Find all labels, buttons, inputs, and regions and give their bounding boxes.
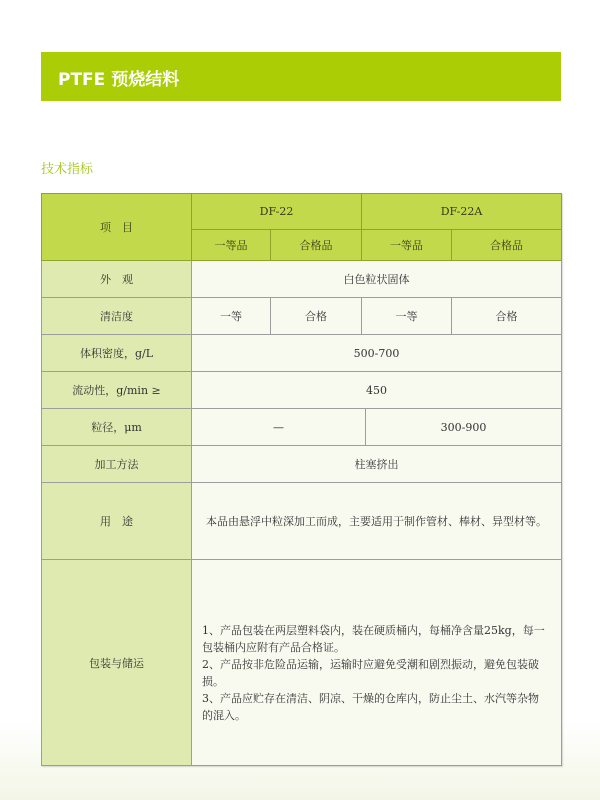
product-header-df22a: DF-22A	[362, 194, 562, 230]
row-label: 粒径，μm	[42, 409, 192, 446]
row-value: 500-700	[192, 335, 562, 372]
page-title: PTFE 预烧结料	[58, 70, 180, 90]
row-value: 一等	[362, 298, 452, 335]
table-row	[42, 409, 562, 446]
row-value-split	[192, 409, 562, 446]
split-cell	[192, 409, 561, 445]
row-label: 体积密度，g/L	[42, 335, 192, 372]
table-row	[42, 335, 562, 372]
row-value: 合格	[271, 298, 362, 335]
grade-header: 合格品	[271, 230, 362, 261]
spec-table	[41, 193, 562, 766]
row-label: 外 观	[42, 261, 192, 298]
table-row	[42, 372, 562, 409]
row-label: 加工方法	[42, 446, 192, 483]
grade-header: 一等品	[192, 230, 271, 261]
title-banner	[41, 52, 561, 101]
row-value: 300-900	[440, 420, 487, 434]
packaging-line: 1、产品包装在两层塑料袋内，装在硬质桶内，每桶净含量25kg，每一包装桶内应附有产品合格证。	[202, 624, 545, 654]
row-value: —	[192, 409, 366, 445]
section-title: 技术指标	[41, 162, 94, 177]
row-value: 柱塞挤出	[192, 446, 562, 483]
header-row-products	[42, 194, 562, 230]
grade-header: 一等品	[362, 230, 452, 261]
row-value: 白色粒状固体	[192, 261, 562, 298]
row-label: 流动性，g/min ≥	[42, 372, 192, 409]
row-value: 本品由悬浮中粒深加工而成，主要适用于制作管材、棒材、异型材等。	[192, 483, 562, 560]
row-label: 用 途	[42, 483, 192, 560]
table-row	[42, 446, 562, 483]
row-value: 一等	[192, 298, 271, 335]
product-header-df22: DF-22	[192, 194, 362, 230]
row-label: 包装与储运	[42, 560, 192, 766]
row-value: 450	[192, 372, 562, 409]
row-label: 清洁度	[42, 298, 192, 335]
row-value: 合格	[452, 298, 562, 335]
grade-header: 合格品	[452, 230, 562, 261]
packaging-line: 2、产品按非危险品运输，运输时应避免受潮和剧烈振动，避免包装破损。	[202, 658, 539, 688]
corner-header: 项 目	[42, 194, 192, 261]
packaging-line: 3、产品应贮存在清洁、阴凉、干燥的仓库内，防止尘土、水汽等杂物的混入。	[202, 692, 539, 722]
table-row	[42, 298, 562, 335]
table-row	[42, 261, 562, 298]
table-row	[42, 483, 562, 560]
table-row	[42, 560, 562, 766]
row-value-multiline	[192, 560, 562, 766]
